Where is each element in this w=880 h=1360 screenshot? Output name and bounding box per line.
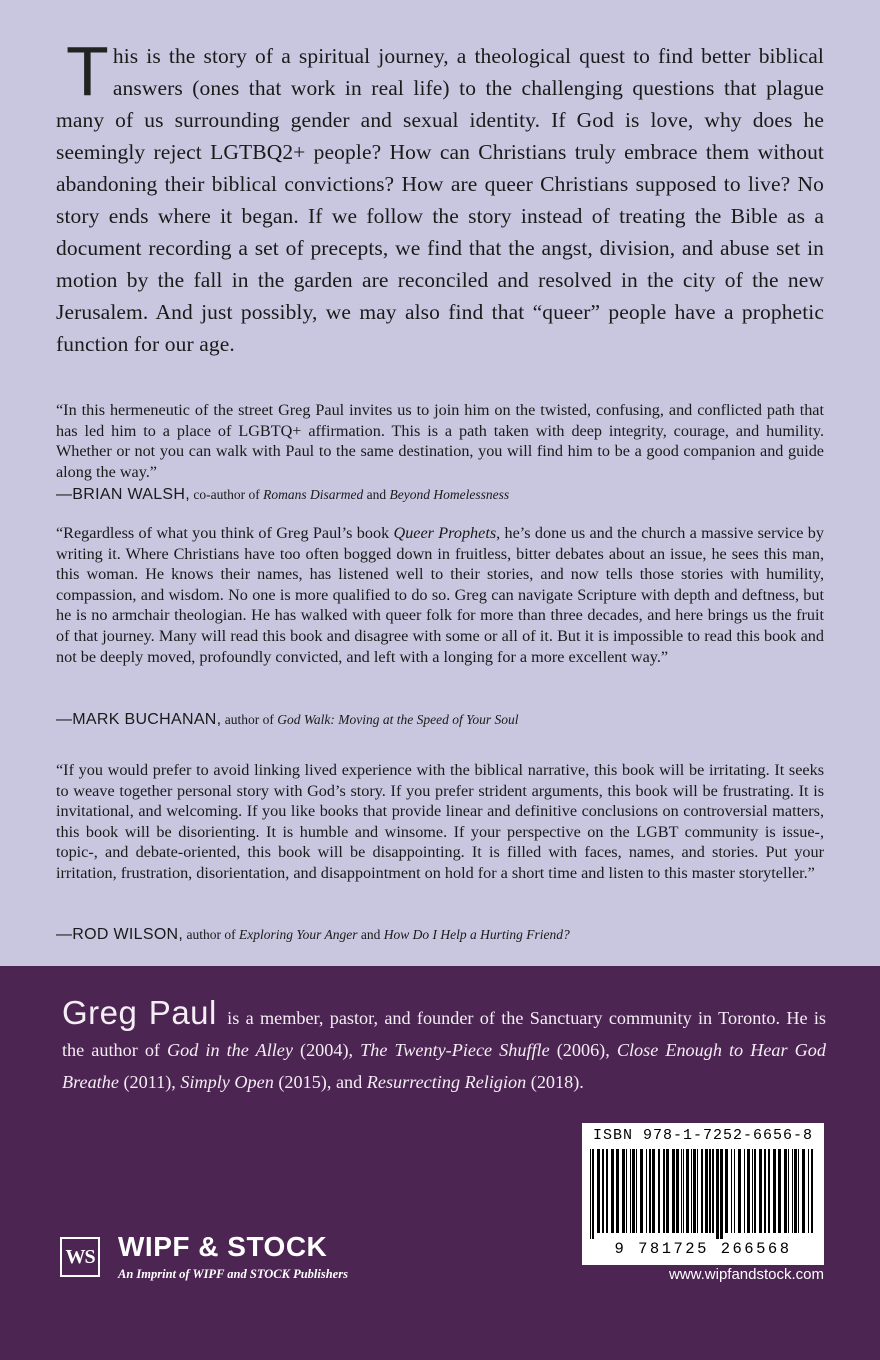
barcode-bar bbox=[652, 1149, 655, 1233]
endorser-name: —ROD WILSON, bbox=[56, 926, 184, 943]
barcode-bar bbox=[738, 1149, 741, 1233]
barcode-bar bbox=[626, 1149, 627, 1233]
barcode-bar bbox=[590, 1149, 591, 1239]
barcode-bar bbox=[712, 1149, 714, 1233]
barcode-bar bbox=[622, 1149, 625, 1233]
endorsement-quote-2 bbox=[56, 523, 824, 667]
barcode-bar bbox=[697, 1149, 698, 1233]
barcode-digits: 9 781725 266568 bbox=[614, 1240, 792, 1258]
barcode-bar bbox=[725, 1149, 728, 1233]
joiner: and bbox=[357, 927, 384, 942]
endorser-book: How Do I Help a Hurting Friend? bbox=[383, 927, 570, 942]
endorser-role: author of bbox=[221, 712, 278, 727]
barcode-bar bbox=[602, 1149, 604, 1233]
barcode-bar bbox=[658, 1149, 660, 1233]
barcode-bar bbox=[778, 1149, 781, 1233]
bio-book: God in the Alley bbox=[167, 1040, 293, 1060]
endorser-book: Romans Disarmed bbox=[263, 487, 364, 502]
barcode-bar bbox=[764, 1149, 766, 1233]
quote-text: “Regardless of what you think of Greg Paul’s book bbox=[56, 524, 394, 542]
publisher-name: WIPF & STOCK bbox=[118, 1231, 328, 1262]
barcode-bar bbox=[794, 1149, 797, 1233]
endorser-role: author of bbox=[183, 927, 240, 942]
barcode-bar bbox=[681, 1149, 682, 1233]
barcode-bar bbox=[784, 1149, 787, 1233]
barcode-bar bbox=[768, 1149, 770, 1233]
endorser-book: Beyond Homelessness bbox=[389, 487, 510, 502]
endorser-name: —BRIAN WALSH, bbox=[56, 486, 190, 503]
bio-text: (2006), bbox=[549, 1040, 617, 1060]
book-blurb bbox=[56, 32, 824, 360]
barcode-bar bbox=[693, 1149, 696, 1233]
bio-text: is a member, pastor, and founder of the Sanctuary community in Toronto. He is the author of bbox=[62, 1008, 826, 1060]
bio-book: Close Enough to Hear God Breathe bbox=[62, 1040, 826, 1092]
bio-text: (2015), and bbox=[273, 1072, 367, 1092]
barcode-bar bbox=[606, 1149, 608, 1233]
barcode-bar bbox=[754, 1149, 756, 1233]
barcode-bar bbox=[666, 1149, 669, 1233]
barcode-bar bbox=[731, 1149, 732, 1233]
blurb-text: his is the story of a spiritual journey, a theological quest to find better biblical answers (ones that work in real life) to the challenging questions that plague many of us surrounding gender and sexual identity. If God is love, why does he seemingly reject LGTBQ2+ people? How can Christians truly embrace them without abandoning their biblical convictions? How are queer Christians supposed to live? No story ends where it began. If we follow the story instead of treating the Bible as a document recording a set of precepts, we find that the angst, division, and abuse set in motion by the fall in the garden are reconciled and resolved in the city of the new Jerusalem. And just possibly, we may also find that “queer” people have a prophetic function for our age. bbox=[56, 44, 824, 356]
barcode-bar bbox=[691, 1149, 692, 1233]
barcode-bar bbox=[636, 1149, 637, 1233]
endorsement-quote-1: “In this hermeneutic of the street Greg Paul invites us to join him on the twisted, confusing, and conflicted path that has led him to a place of LGBTQ+ affirmation. This is a path taken with deep integrity, courage, and humility. Whether or not you can walk with Paul to the same destination, you will find him to be a good companion and guide along the way.” bbox=[56, 401, 824, 481]
barcode-bar bbox=[649, 1149, 651, 1233]
barcode-bar bbox=[744, 1149, 745, 1233]
publisher-url: www.wipfandstock.com bbox=[668, 1266, 824, 1283]
barcode-bar bbox=[686, 1149, 689, 1233]
barcode-bar bbox=[632, 1149, 635, 1233]
bio-book: The Twenty-Piece Shuffle bbox=[360, 1040, 550, 1060]
endorser-name: —MARK BUCHANAN, bbox=[56, 711, 222, 728]
barcode-bar bbox=[705, 1149, 708, 1233]
isbn-label: ISBN 978-1-7252-6656-8 bbox=[592, 1127, 814, 1144]
barcode-bar bbox=[597, 1149, 600, 1233]
endorser-book: Exploring Your Anger bbox=[239, 927, 358, 942]
barcode-bar bbox=[808, 1149, 809, 1233]
isbn-barcode bbox=[582, 1123, 824, 1265]
barcode-bar bbox=[802, 1149, 805, 1233]
barcode-bar bbox=[676, 1149, 679, 1233]
barcode-bars bbox=[588, 1149, 818, 1239]
bio-text: (2004), bbox=[292, 1040, 361, 1060]
bio-book: Simply Open bbox=[180, 1072, 274, 1092]
barcode-bar bbox=[611, 1149, 614, 1233]
barcode-bar bbox=[734, 1149, 735, 1233]
barcode-bar bbox=[701, 1149, 703, 1233]
barcode-bar bbox=[747, 1149, 750, 1233]
barcode-bar bbox=[759, 1149, 762, 1233]
endorsement-attribution-2 bbox=[56, 711, 824, 729]
endorser-book: God Walk: Moving at the Speed of Your Soul bbox=[277, 712, 519, 727]
endorsement-quote-3: “If you would prefer to avoid linking lived experience with the biblical narrative, this book will be irritating. It seeks to weave together personal story with God’s story. If you prefer strident arguments, this book will be frustrating. It is invitational, and welcoming. If you like books that provide linear and definitive conclusions on controversial matters, this book will be disorienting. It is humble and winsome. If your perspective on the LGBT community is issue-, topic-, and debate-oriented, this book will be disappointing. It is filled with faces, names, and stories. Put your irritation, frustration, disorientation, and disappointment on hold for a short time and listen to this master storyteller.” bbox=[56, 761, 824, 882]
barcode-bar bbox=[709, 1149, 711, 1233]
endorsement-attribution-3 bbox=[56, 926, 824, 944]
barcode-bar bbox=[630, 1149, 631, 1233]
barcode-bar bbox=[773, 1149, 776, 1233]
barcode-bar bbox=[752, 1149, 753, 1233]
author-bio bbox=[62, 994, 826, 1098]
endorser-role: co-author of bbox=[190, 487, 264, 502]
barcode-bar bbox=[811, 1149, 813, 1233]
quote-text: , he’s done us and the church a massive service by writing it. Where Christians have too often bogged down in fruitless, bitter debates about an issue, he sees this man, this woman. He knows their names, has listened well to their stories, and now tells those stories with humility, compassion, and wisdom. No one is more qualified to do so. Greg can navigate Scripture with depth and deftness, but he is no armchair theologian. He has walked with queer folk for more than three decades, and here brings us the fruit of that journey. Many will read this book and disagree with some or all of it. But it is impossible to read this book and not be deeply moved, profoundly convicted, and left with a longing for a more excellent way.” bbox=[56, 524, 824, 666]
barcode-bar bbox=[683, 1149, 684, 1233]
barcode-bar bbox=[788, 1149, 789, 1233]
publisher-imprint: An Imprint of WIPF and STOCK Publishers bbox=[118, 1267, 348, 1281]
ws-logo-mark: WS bbox=[60, 1237, 100, 1277]
bio-text: (2011), bbox=[118, 1072, 181, 1092]
barcode-bar bbox=[716, 1149, 719, 1239]
author-name: Greg Paul bbox=[62, 994, 217, 1031]
bio-text: (2018). bbox=[526, 1072, 584, 1092]
publisher-logo bbox=[60, 1231, 400, 1287]
quote-book-title: Queer Prophets bbox=[393, 524, 497, 542]
joiner: and bbox=[363, 487, 390, 502]
endorsement-attribution-1 bbox=[56, 486, 824, 504]
barcode-bar bbox=[592, 1149, 594, 1239]
barcode-bar bbox=[663, 1149, 665, 1233]
barcode-bar bbox=[792, 1149, 793, 1233]
barcode-bar bbox=[616, 1149, 619, 1233]
bio-book: Resurrecting Religion bbox=[366, 1072, 527, 1092]
drop-cap: T bbox=[66, 32, 109, 110]
barcode-bar bbox=[672, 1149, 675, 1233]
barcode-bar bbox=[640, 1149, 643, 1233]
barcode-bar bbox=[798, 1149, 799, 1233]
barcode-bar bbox=[720, 1149, 723, 1239]
barcode-bar bbox=[646, 1149, 647, 1233]
